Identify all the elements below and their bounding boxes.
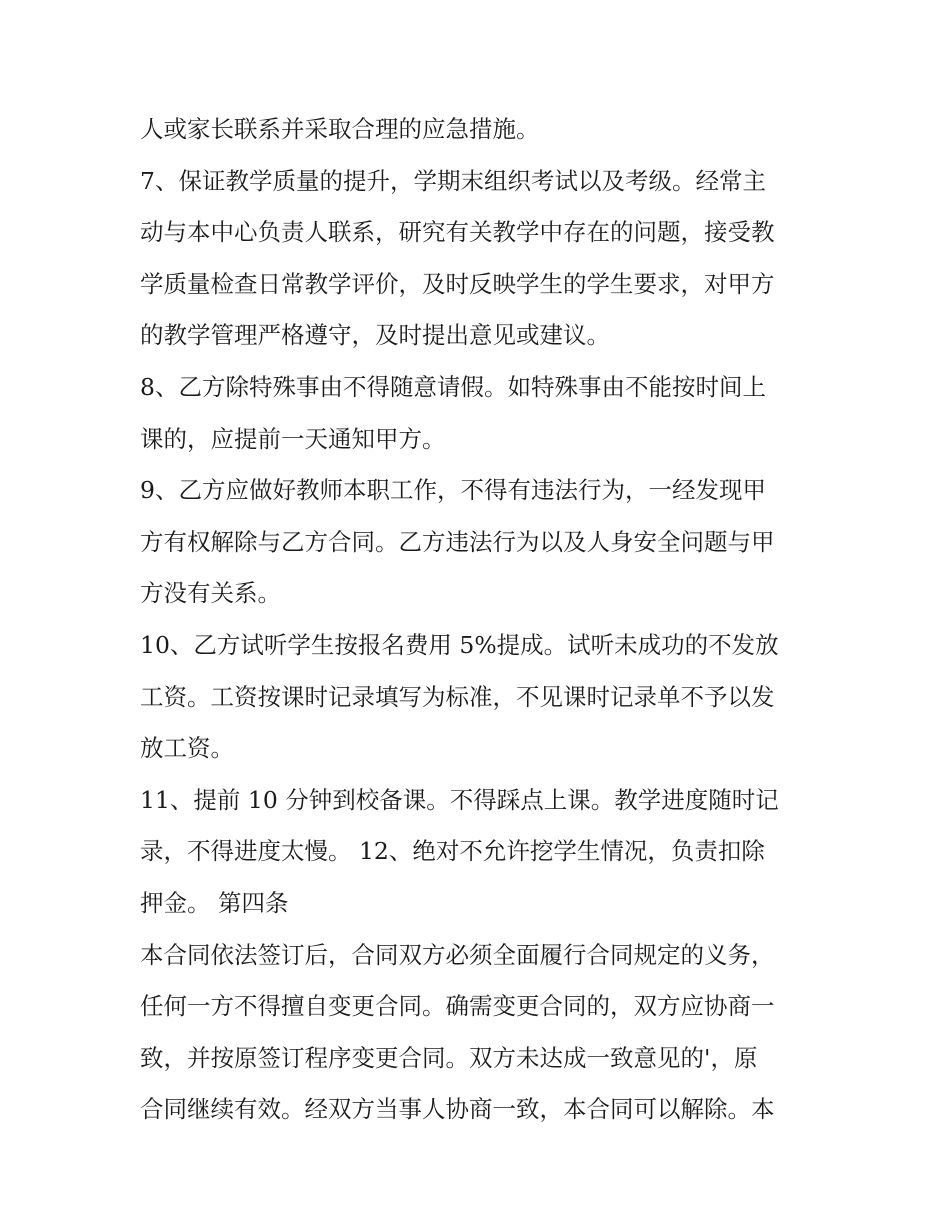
text-line: 方没有关系。 (140, 579, 281, 608)
text-line: 人或家长联系并采取合理的应急措施。 (140, 115, 540, 143)
text-line: 放工资。 (140, 734, 234, 763)
text-line: 合同继续有效。经双方当事人协商一致，本合同可以解除。本 (140, 1095, 775, 1124)
text-line: 7、保证教学质量的提升，学期末组织考试以及考级。经常主 (140, 166, 766, 195)
text-line: 方有权解除与乙方合同。乙方违法行为以及人身安全问题与甲 (140, 527, 775, 556)
text-line: 工资。工资按课时记录填写为标准，不见课时记录单不予以发 (140, 682, 775, 711)
text-line: 课的，应提前一天通知甲方。 (140, 424, 446, 453)
text-line: 致，并按原签订程序变更合同。双方未达成一致意见的'，原 (140, 1043, 758, 1072)
text-line: 9、乙方应做好教师本职工作，不得有违法行为，一经发现甲 (140, 476, 766, 505)
text-line: 的教学管理严格遵守，及时提出意见或建议。 (140, 321, 610, 350)
text-line: 10、乙方试听学生按报名费用 5%提成。试听未成功的不发放 (140, 630, 779, 659)
text-line: 任何一方不得擅自变更合同。确需变更合同的，双方应协商一 (140, 992, 775, 1021)
text-line: 动与本中心负责人联系，研究有关教学中存在的问题，接受教 (140, 218, 775, 247)
text-line: 8、乙方除特殊事由不得随意请假。如特殊事由不能按时间上 (140, 372, 766, 401)
text-line: 押金。 第四条 (140, 888, 289, 917)
text-line: 11、提前 10 分钟到校备课。不得踩点上课。教学进度随时记 (140, 785, 779, 814)
contract-text (140, 104, 830, 1136)
text-line: 录，不得进度太慢。 12、绝对不允许挖学生情况，负责扣除 (140, 837, 765, 866)
text-line: 本合同依法签订后，合同双方必须全面履行合同规定的义务， (140, 940, 775, 969)
text-line: 学质量检查日常教学评价，及时反映学生的学生要求，对甲方 (140, 269, 775, 298)
